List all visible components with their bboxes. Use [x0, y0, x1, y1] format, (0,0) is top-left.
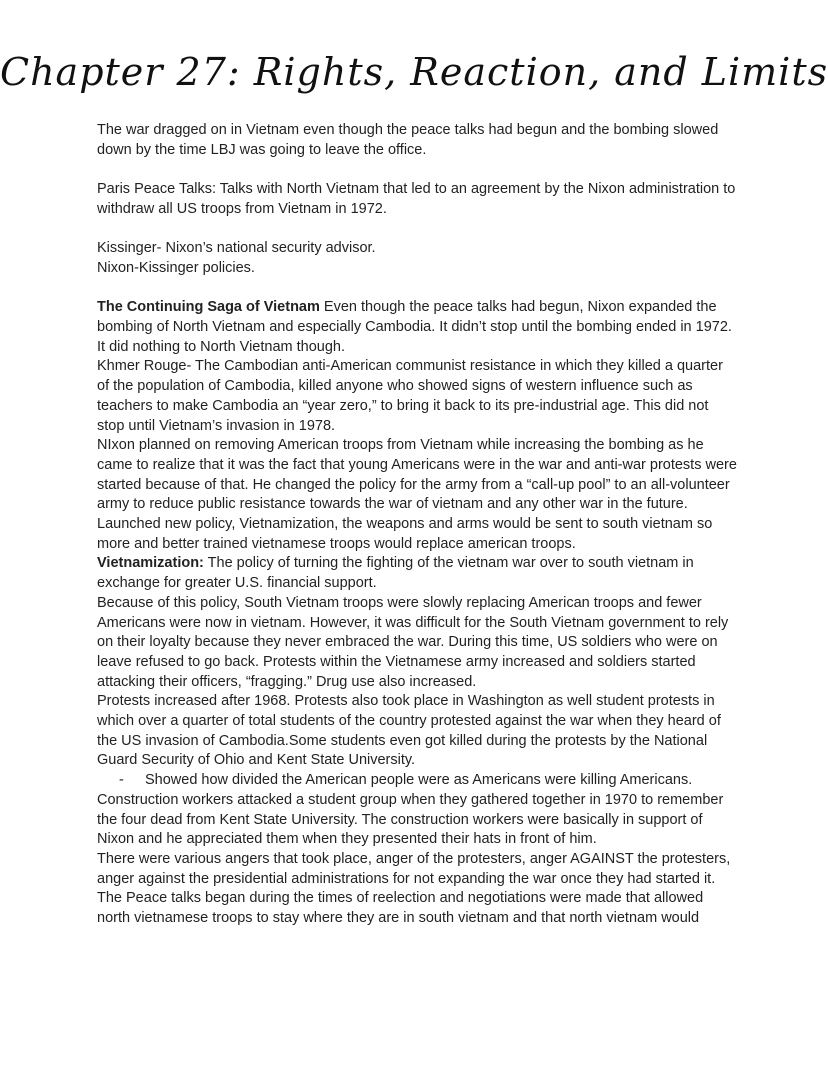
paragraph-construction-workers: Construction workers attacked a student group when they gathered together in 1970 to remember the four dead from Kent State University. The construction workers were basically in support of Nixon and he appreciated them when they presented their hats in front of him. — [97, 791, 724, 848]
paragraph-gap — [97, 279, 737, 299]
paragraph-kissinger: Kissinger- Nixon’s national security advisor. — [97, 240, 376, 257]
paragraph-peace-talks-reelection: The Peace talks began during the times of reelection and negotiations were made that allowed north vietnamese troops to stay where they are in south vietnam and that north vietnam would — [97, 890, 704, 927]
paragraph-nixon-kissinger-policies: Nixon-Kissinger policies. — [97, 259, 255, 276]
term-heading: Vietnamization: — [97, 555, 204, 572]
paragraph-intro: The war dragged on in Vietnam even though the peace talks had begun and the bombing slowed down by the time LBJ was going to leave the office. — [97, 122, 719, 158]
section-text: Even though the peace talks had begun, Nixon expanded the bombing of North Vietnam and especially Cambodia. It didn’t stop until the bombing ended in 1972. It did nothing to North Vietnam though. — [97, 299, 732, 355]
paragraph-gap — [97, 220, 737, 240]
paragraph-new-policy: Launched new policy, Vietnamization, the weapons and arms would be sent to south vietnam so more and better trained vietnamese troops would replace american troops. — [97, 516, 713, 552]
paragraph-protests: Protests increased after 1968. Protests also took place in Washington as well student protests in which over a quarter of total students of the country protested against the war when they heard of the US invasion of Cambodia.Some students even got killed during the protests by the National Guard Security of Ohio and Kent State University. — [97, 693, 721, 769]
document-body — [97, 121, 737, 929]
paragraph-gap — [97, 160, 737, 180]
paragraph-vietnamization — [97, 554, 737, 593]
bullet-item — [97, 771, 737, 791]
paragraph-paris-peace-talks: Paris Peace Talks: Talks with North Vietnam that led to an agreement by the Nixon administration to withdraw all US troops from Vietnam in 1972. — [97, 181, 736, 217]
term-text: The policy of turning the fighting of the vietnam war over to south vietnam in exchange for greater U.S. financial support. — [97, 555, 694, 592]
paragraph-khmer-rouge: Khmer Rouge- The Cambodian anti-American communist resistance in which they killed a quarter of the population of Cambodia, killed anyone who showed signs of western influence such as teachers to make Cambodia an “year zero,” to bring it back to its pre-industrial age. This did not stop until Vietnam’s invasion in 1978. — [97, 358, 723, 434]
paragraph-nixon-plan: NIxon planned on removing American troops from Vietnam while increasing the bombing as he came to realize that it was the fact that young Americans were in the war and anti-war protests were started because of that. He changed the policy for the army from a “call-up pool” to an all-volunteer army to reduce public resistance towards the war of vietnam and any other war in the future. — [97, 437, 737, 513]
section-heading: The Continuing Saga of Vietnam — [97, 299, 320, 316]
bullet-text: Showed how divided the American people were as Americans were killing Americans. — [145, 772, 693, 789]
bullet-marker: - — [119, 772, 124, 789]
page-title: Chapter 27: Rights, Reaction, and Limits — [0, 50, 828, 94]
paragraph-continuing-saga — [97, 298, 737, 357]
paragraph-angers: There were various angers that took place, anger of the protesters, anger AGAINST the protesters, anger against the presidential administrations for not expanding the war once they had started it. — [97, 850, 731, 887]
paragraph-policy-effects: Because of this policy, South Vietnam troops were slowly replacing American troops and fewer Americans were now in vietnam. However, it was difficult for the South Vietnam government to rely on their loyalty because they never embraced the war. During this time, US soldiers who were on leave refused to go back. Protests within the Vietnamese army increased and soldiers started attacking their officers, “fragging.” Drug use also increased. — [97, 594, 729, 690]
